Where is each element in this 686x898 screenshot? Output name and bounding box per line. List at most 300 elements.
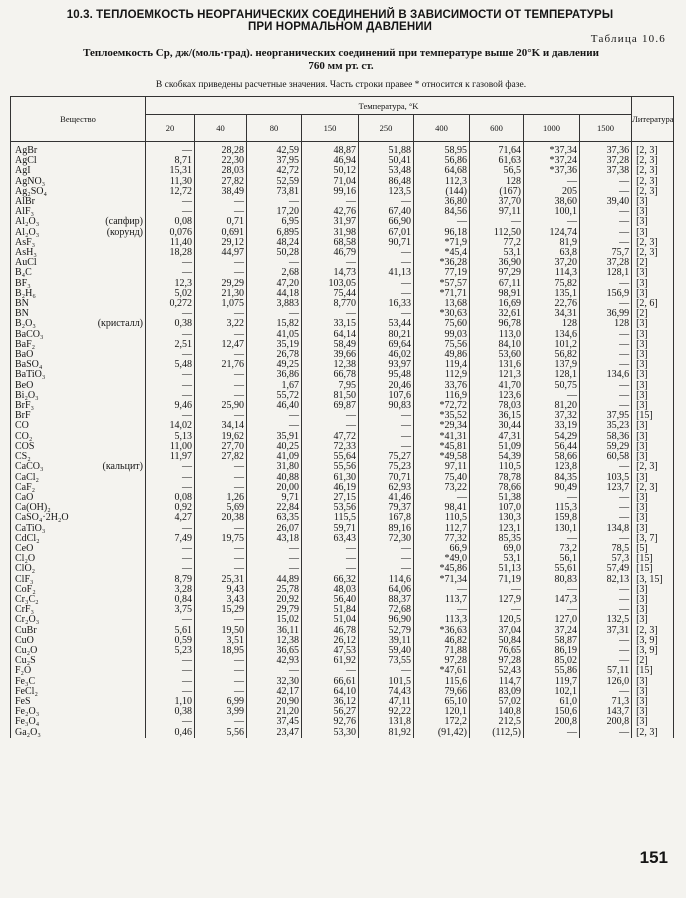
literature-reference: [3] <box>632 605 674 615</box>
heat-capacity-cell: — <box>302 411 359 421</box>
substance-name: CoF₂ <box>11 585 146 595</box>
heat-capacity-cell: 53,30 <box>302 728 359 738</box>
heat-capacity-cell: 1,26 <box>195 493 247 503</box>
heat-capacity-cell: 25,90 <box>195 401 247 411</box>
heat-capacity-cell: 97,11 <box>470 207 524 217</box>
heat-capacity-cell: 99,16 <box>302 187 359 197</box>
heat-capacity-cell: 140,8 <box>470 707 524 717</box>
heat-capacity-cell: — <box>580 503 632 513</box>
heat-capacity-cell: 44,89 <box>247 575 302 585</box>
substance-name: FeCl₂ <box>11 687 146 697</box>
heat-capacity-cell: 53,1 <box>470 554 524 564</box>
heat-capacity-cell: 9,46 <box>146 401 195 411</box>
heat-capacity-cell: 88,37 <box>359 595 414 605</box>
heat-capacity-cell: 3,43 <box>195 595 247 605</box>
literature-reference: [3] <box>632 340 674 350</box>
heat-capacity-cell: 47,31 <box>470 432 524 442</box>
heat-capacity-cell: 1,075 <box>195 299 247 309</box>
heat-capacity-cell: 131,6 <box>470 360 524 370</box>
heat-capacity-cell: 6,895 <box>247 228 302 238</box>
heat-capacity-cell: 66,90 <box>359 217 414 227</box>
heat-capacity-cell: — <box>247 309 302 319</box>
heat-capacity-cell: 61,92 <box>302 656 359 666</box>
heat-capacity-cell: 77,19 <box>414 268 470 278</box>
heat-capacity-cell: 50,28 <box>247 248 302 258</box>
heat-capacity-cell: 86,48 <box>359 177 414 187</box>
substance-name: BN <box>11 299 146 309</box>
heat-capacity-cell: 63,8 <box>524 248 580 258</box>
heat-capacity-cell: — <box>580 595 632 605</box>
substance-name: AsF₃ <box>11 238 146 248</box>
heat-capacity-cell: 84,10 <box>470 340 524 350</box>
heat-capacity-cell: 7,49 <box>146 534 195 544</box>
heat-capacity-cell: 44,97 <box>195 248 247 258</box>
heat-capacity-cell: — <box>146 370 195 380</box>
heat-capacity-cell: 53,56 <box>302 503 359 513</box>
literature-reference: [2, 3] <box>632 142 674 157</box>
substance-name: BrF₃ <box>11 401 146 411</box>
heat-capacity-cell: 75,40 <box>414 473 470 483</box>
literature-reference: [2, 3] <box>632 248 674 258</box>
heat-capacity-cell: 75,44 <box>302 289 359 299</box>
heat-capacity-cell: 51,38 <box>470 493 524 503</box>
heat-capacity-cell: 42,93 <box>247 656 302 666</box>
heat-capacity-cell: 3,99 <box>195 707 247 717</box>
heat-capacity-cell: — <box>146 483 195 493</box>
heat-capacity-cell: 79,66 <box>414 687 470 697</box>
substance-name: CeO <box>11 544 146 554</box>
heat-capacity-cell: 114,6 <box>359 575 414 585</box>
heat-capacity-cell: 8,71 <box>146 156 195 166</box>
substance-name: BaO <box>11 350 146 360</box>
heat-capacity-cell: 1,67 <box>247 381 302 391</box>
heat-capacity-cell: 75,60 <box>414 319 470 329</box>
heat-capacity-cell: 22,76 <box>524 299 580 309</box>
heat-capacity-cell: 1,10 <box>146 697 195 707</box>
heat-capacity-cell: — <box>359 197 414 207</box>
substance-name: CuO <box>11 636 146 646</box>
heat-capacity-cell: 61,0 <box>524 697 580 707</box>
heat-capacity-cell: 42,72 <box>247 166 302 176</box>
heat-capacity-cell: 78,78 <box>470 473 524 483</box>
substance-name: Cl₂O <box>11 554 146 564</box>
heat-capacity-cell: — <box>195 381 247 391</box>
substance-name: CaCO₃ <box>11 462 134 472</box>
table-row <box>11 462 674 472</box>
literature-reference: [3] <box>632 391 674 401</box>
heat-capacity-cell: 86,19 <box>524 646 580 656</box>
heat-capacity-cell: *57,57 <box>414 279 470 289</box>
heat-capacity-cell: — <box>195 370 247 380</box>
heat-capacity-cell: — <box>580 656 632 666</box>
heat-capacity-cell: 85,02 <box>524 656 580 666</box>
heat-capacity-cell: 39,66 <box>302 350 359 360</box>
heat-capacity-cell: 127,9 <box>470 595 524 605</box>
section-title <box>20 9 660 33</box>
heat-capacity-cell: 121,3 <box>470 370 524 380</box>
heat-capacity-cell: 17,20 <box>247 207 302 217</box>
heat-capacity-cell: 115,3 <box>524 503 580 513</box>
heat-capacity-cell: — <box>359 258 414 268</box>
heat-capacity-cell: 55,64 <box>302 452 359 462</box>
heat-capacity-cell: *71,71 <box>414 289 470 299</box>
heat-capacity-cell: 22,30 <box>195 156 247 166</box>
substance-name: CaF₂ <box>11 483 146 493</box>
heat-capacity-cell: *45,86 <box>414 564 470 574</box>
heat-capacity-cell: 15,31 <box>146 166 195 176</box>
heat-capacity-cell: 33,76 <box>414 381 470 391</box>
heat-capacity-cell: 128 <box>470 177 524 187</box>
literature-reference: [2] <box>632 309 674 319</box>
table-row <box>11 513 674 523</box>
heat-capacity-cell: — <box>359 309 414 319</box>
heat-capacity-cell: 69,87 <box>302 401 359 411</box>
heat-capacity-cell: *71,9 <box>414 238 470 248</box>
heat-capacity-cell: 20,92 <box>247 595 302 605</box>
heat-capacity-cell: — <box>302 544 359 554</box>
heat-capacity-cell: 64,68 <box>414 166 470 176</box>
literature-reference: [3] <box>632 401 674 411</box>
heat-capacity-cell: 97,11 <box>414 462 470 472</box>
heat-capacity-cell: — <box>247 258 302 268</box>
heat-capacity-cell: 64,06 <box>359 585 414 595</box>
heat-capacity-cell: — <box>195 473 247 483</box>
temperature-header-cell: 250 <box>359 115 414 142</box>
heat-capacity-cell: — <box>195 656 247 666</box>
heat-capacity-cell: — <box>195 687 247 697</box>
heat-capacity-cell: 130,3 <box>470 513 524 523</box>
heat-capacity-cell: 43,18 <box>247 534 302 544</box>
heat-capacity-cell: 54,39 <box>470 452 524 462</box>
table-subtitle <box>10 47 672 73</box>
heat-capacity-cell: — <box>195 197 247 207</box>
heat-capacity-cell: — <box>580 340 632 350</box>
heat-capacity-cell: — <box>580 534 632 544</box>
heat-capacity-cell: 66,61 <box>302 677 359 687</box>
heat-capacity-cell: 71,04 <box>302 177 359 187</box>
substance-name: BrF <box>11 411 146 421</box>
section-title-line-1: 10.3. ТЕПЛОЕМКОСТЬ НЕОРГАНИЧЕСКИХ СОЕДИНЕНИЙ В ЗАВИСИМОСТИ ОТ ТЕМПЕРАТУРЫ <box>66 9 614 21</box>
heat-capacity-cell: 46,79 <box>302 248 359 258</box>
heat-capacity-cell: — <box>146 309 195 319</box>
heat-capacity-cell: — <box>247 421 302 431</box>
heat-capacity-cell: 120,1 <box>414 707 470 717</box>
heat-capacity-cell: 12,38 <box>247 636 302 646</box>
literature-reference: [3, 9] <box>632 646 674 656</box>
substance-name: F₂O <box>11 666 146 676</box>
heat-capacity-cell: 98,41 <box>414 503 470 513</box>
literature-reference: [3] <box>632 207 674 217</box>
heat-capacity-cell: — <box>195 554 247 564</box>
substance-name: BaCO₃ <box>11 330 146 340</box>
heat-capacity-cell: 41,05 <box>247 330 302 340</box>
heat-capacity-cell: — <box>580 177 632 187</box>
literature-reference: [3] <box>632 432 674 442</box>
heat-capacity-cell: *47,61 <box>414 666 470 676</box>
heat-capacity-cell: 123,1 <box>470 524 524 534</box>
heat-capacity-cell: 72,68 <box>359 605 414 615</box>
heat-capacity-cell: 36,15 <box>470 411 524 421</box>
heat-capacity-cell: 99,03 <box>414 330 470 340</box>
heat-capacity-cell: — <box>195 564 247 574</box>
literature-reference: [2, 3] <box>632 166 674 176</box>
heat-capacity-cell: 128 <box>580 319 632 329</box>
heat-capacity-cell: 34,31 <box>524 309 580 319</box>
heat-capacity-cell: — <box>195 268 247 278</box>
heat-capacity-cell: — <box>146 717 195 727</box>
heat-capacity-cell: 107,6 <box>359 391 414 401</box>
heat-capacity-cell: — <box>146 666 195 676</box>
literature-reference: [3] <box>632 350 674 360</box>
heat-capacity-cell: *36,28 <box>414 258 470 268</box>
heat-capacity-cell: — <box>580 401 632 411</box>
heat-capacity-cell: — <box>146 524 195 534</box>
heat-capacity-cell: — <box>580 360 632 370</box>
heat-capacity-cell: — <box>247 666 302 676</box>
substance-name: BeO <box>11 381 146 391</box>
heat-capacity-cell: 59,71 <box>302 524 359 534</box>
heat-capacity-cell: 42,59 <box>247 142 302 157</box>
heat-capacity-cell: *29,34 <box>414 421 470 431</box>
heat-capacity-cell: — <box>195 309 247 319</box>
heat-capacity-cell: — <box>146 677 195 687</box>
heat-capacity-cell: — <box>146 544 195 554</box>
heat-capacity-cell: 29,12 <box>195 238 247 248</box>
literature-reference: [3] <box>632 503 674 513</box>
heat-capacity-cell: 36,12 <box>302 697 359 707</box>
literature-reference: [2, 3] <box>632 483 674 493</box>
heat-capacity-cell: 59,29 <box>580 442 632 452</box>
heat-capacity-cell: 92,76 <box>302 717 359 727</box>
heat-capacity-cell: — <box>359 432 414 442</box>
substance-name: BaF₂ <box>11 340 146 350</box>
heat-capacity-cell: 98,91 <box>470 289 524 299</box>
heat-capacity-cell: 60,58 <box>580 452 632 462</box>
heat-capacity-cell: — <box>146 381 195 391</box>
substance-name: AlBr <box>11 197 146 207</box>
heat-capacity-cell: 36,99 <box>580 309 632 319</box>
heat-capacity-cell: 16,69 <box>470 299 524 309</box>
heat-capacity-cell: 29,79 <box>247 605 302 615</box>
heat-capacity-cell: 41,09 <box>247 452 302 462</box>
heat-capacity-cell: 71,88 <box>414 646 470 656</box>
substance-name: Cr₃C₂ <box>11 595 146 605</box>
heat-capacity-cell: 38,60 <box>524 197 580 207</box>
substance-name: CO <box>11 421 146 431</box>
heat-capacity-cell: 58,87 <box>524 636 580 646</box>
heat-capacity-cell: 134,6 <box>524 330 580 340</box>
heat-capacity-cell: 19,75 <box>195 534 247 544</box>
heat-capacity-cell: 76,65 <box>470 646 524 656</box>
heat-capacity-cell: — <box>580 462 632 472</box>
heat-capacity-cell: 102,1 <box>524 687 580 697</box>
heat-capacity-cell: 81,92 <box>359 728 414 738</box>
heat-capacity-cell: 26,12 <box>302 636 359 646</box>
heat-capacity-cell: 64,10 <box>302 687 359 697</box>
heat-capacity-cell: 0,691 <box>195 228 247 238</box>
substance-name: AgCl <box>11 156 146 166</box>
heat-capacity-cell: — <box>302 554 359 564</box>
heat-capacity-cell: 11,30 <box>146 177 195 187</box>
heat-capacity-cell: 124,74 <box>524 228 580 238</box>
heat-capacity-cell: 70,71 <box>359 473 414 483</box>
heat-capacity-cell: — <box>146 268 195 278</box>
heat-capacity-cell: 37,24 <box>524 626 580 636</box>
heat-capacity-cell: *36,63 <box>414 626 470 636</box>
heat-capacity-cell: — <box>359 279 414 289</box>
heat-capacity-cell: 90,71 <box>359 238 414 248</box>
heat-capacity-cell: 0,08 <box>146 493 195 503</box>
heat-capacity-cell: 37,28 <box>580 258 632 268</box>
heat-capacity-cell: 56,27 <box>302 707 359 717</box>
heat-capacity-cell: 6,95 <box>247 217 302 227</box>
substance-name: CuBr <box>11 626 146 636</box>
heat-capacity-cell: — <box>302 197 359 207</box>
heat-capacity-cell: 115,6 <box>414 677 470 687</box>
heat-capacity-cell: — <box>146 564 195 574</box>
heat-capacity-cell: 16,33 <box>359 299 414 309</box>
heat-capacity-cell: 58,95 <box>414 142 470 157</box>
heat-capacity-cell: — <box>580 381 632 391</box>
heat-capacity-cell: 18,95 <box>195 646 247 656</box>
literature-reference: [3] <box>632 697 674 707</box>
heat-capacity-cell: — <box>580 217 632 227</box>
heat-capacity-cell: 101,2 <box>524 340 580 350</box>
heat-capacity-cell: *37,24 <box>524 156 580 166</box>
heat-capacity-cell: 51,04 <box>302 615 359 625</box>
heat-capacity-cell: 36,86 <box>247 370 302 380</box>
subtitle-line-2: 760 мм рт. ст. <box>308 60 374 72</box>
substance-name: ClO₂ <box>11 564 146 574</box>
heat-capacity-cell: — <box>524 177 580 187</box>
heat-capacity-cell: 37,32 <box>524 411 580 421</box>
literature-reference: [3, 9] <box>632 636 674 646</box>
heat-capacity-cell: 48,03 <box>302 585 359 595</box>
heat-capacity-cell: 96,78 <box>470 319 524 329</box>
heat-capacity-cell: 49,86 <box>414 350 470 360</box>
heat-capacity-cell: 48,24 <box>247 238 302 248</box>
heat-capacity-cell: 200,8 <box>580 717 632 727</box>
heat-capacity-cell: 0,59 <box>146 636 195 646</box>
heat-capacity-cell: 200,8 <box>524 717 580 727</box>
heat-capacity-cell: 39,11 <box>359 636 414 646</box>
heat-capacity-cell: 113,0 <box>470 330 524 340</box>
heat-capacity-cell: 101,5 <box>359 677 414 687</box>
heat-capacity-cell: 71,64 <box>470 142 524 157</box>
heat-capacity-cell: — <box>146 462 195 472</box>
heat-capacity-cell: 90,83 <box>359 401 414 411</box>
heat-capacity-cell: 37,38 <box>580 166 632 176</box>
heat-capacity-cell: — <box>359 554 414 564</box>
heat-capacity-cell: — <box>146 687 195 697</box>
heat-capacity-cell: — <box>146 391 195 401</box>
heat-capacity-cell: 56,86 <box>414 156 470 166</box>
heat-capacity-cell: 73,22 <box>414 483 470 493</box>
heat-capacity-cell: 78,5 <box>580 544 632 554</box>
heat-capacity-cell: 12,47 <box>195 340 247 350</box>
literature-reference: [15] <box>632 554 674 564</box>
heat-capacity-cell: 0,38 <box>146 319 195 329</box>
heat-capacity-cell: 51,13 <box>470 564 524 574</box>
heat-capacity-cell: — <box>302 258 359 268</box>
heat-capacity-cell: 84,56 <box>414 207 470 217</box>
heat-capacity-cell: 46,94 <box>302 156 359 166</box>
heat-capacity-cell: — <box>470 585 524 595</box>
heat-capacity-cell: 56,82 <box>524 350 580 360</box>
heat-capacity-cell: 3,75 <box>146 605 195 615</box>
heat-capacity-cell: — <box>302 666 359 676</box>
substance-name: Ag₂SO₄ <box>11 187 146 197</box>
heat-capacity-cell: 5,48 <box>146 360 195 370</box>
literature-reference: [2, 3] <box>632 728 674 738</box>
heat-capacity-cell: 123,6 <box>470 391 524 401</box>
heat-capacity-cell: 58,49 <box>302 340 359 350</box>
heat-capacity-cell: 3,883 <box>247 299 302 309</box>
temperature-header-cell: 1500 <box>580 115 632 142</box>
heat-capacity-cell: 72,33 <box>302 442 359 452</box>
heat-capacity-cell: — <box>195 677 247 687</box>
heat-capacity-cell: 51,88 <box>359 142 414 157</box>
heat-capacity-cell: — <box>302 309 359 319</box>
literature-reference: [2, 3] <box>632 626 674 636</box>
heat-capacity-cell: 123,5 <box>359 187 414 197</box>
heat-capacity-cell: 69,64 <box>359 340 414 350</box>
heat-capacity-cell: 79,37 <box>359 503 414 513</box>
heat-capacity-cell: 19,50 <box>195 626 247 636</box>
heat-capacity-cell: 115,5 <box>302 513 359 523</box>
literature-reference: [3] <box>632 381 674 391</box>
heat-capacity-cell: 113,3 <box>414 615 470 625</box>
literature-reference: [3] <box>632 585 674 595</box>
literature-reference: [3] <box>632 197 674 207</box>
heat-capacity-cell: 56,1 <box>524 554 580 564</box>
heat-capacity-cell: 21,20 <box>247 707 302 717</box>
heat-capacity-cell: — <box>146 330 195 340</box>
heat-capacity-cell: 5,69 <box>195 503 247 513</box>
heat-capacity-cell: 120,5 <box>470 615 524 625</box>
heat-capacity-cell: 9,71 <box>247 493 302 503</box>
heat-capacity-cell: 46,02 <box>359 350 414 360</box>
heat-capacity-cell: 78,66 <box>470 483 524 493</box>
heat-capacity-cell: 8,770 <box>302 299 359 309</box>
heat-capacity-cell: 21,76 <box>195 360 247 370</box>
heat-capacity-cell: 0,84 <box>146 595 195 605</box>
heat-capacity-cell: 123,7 <box>580 483 632 493</box>
heat-capacity-cell: 37,31 <box>580 626 632 636</box>
heat-capacity-cell: 77,32 <box>414 534 470 544</box>
substance-name: Ga₂O₃ <box>11 728 146 738</box>
heat-capacity-cell: — <box>359 248 414 258</box>
heat-capacity-cell: 5,56 <box>195 728 247 738</box>
substance-name: AuCl <box>11 258 146 268</box>
substance-name: FeS <box>11 697 146 707</box>
heat-capacity-cell: 73,55 <box>359 656 414 666</box>
heat-capacity-cell: 143,7 <box>580 707 632 717</box>
heat-capacity-cell: (91,42) <box>414 728 470 738</box>
literature-reference: [3] <box>632 330 674 340</box>
heat-capacity-cell: — <box>247 544 302 554</box>
heat-capacity-cell: — <box>524 585 580 595</box>
heat-capacity-cell: 61,63 <box>470 156 524 166</box>
heat-capacity-cell: 103,5 <box>580 473 632 483</box>
heat-capacity-cell: 41,13 <box>359 268 414 278</box>
heat-capacity-cell: 57,02 <box>470 697 524 707</box>
heat-capacity-cell: 64,14 <box>302 330 359 340</box>
heat-capacity-cell: 46,40 <box>247 401 302 411</box>
heat-capacity-cell: 3,22 <box>195 319 247 329</box>
heat-capacity-cell: 66,78 <box>302 370 359 380</box>
substance-name: AgI <box>11 166 146 176</box>
